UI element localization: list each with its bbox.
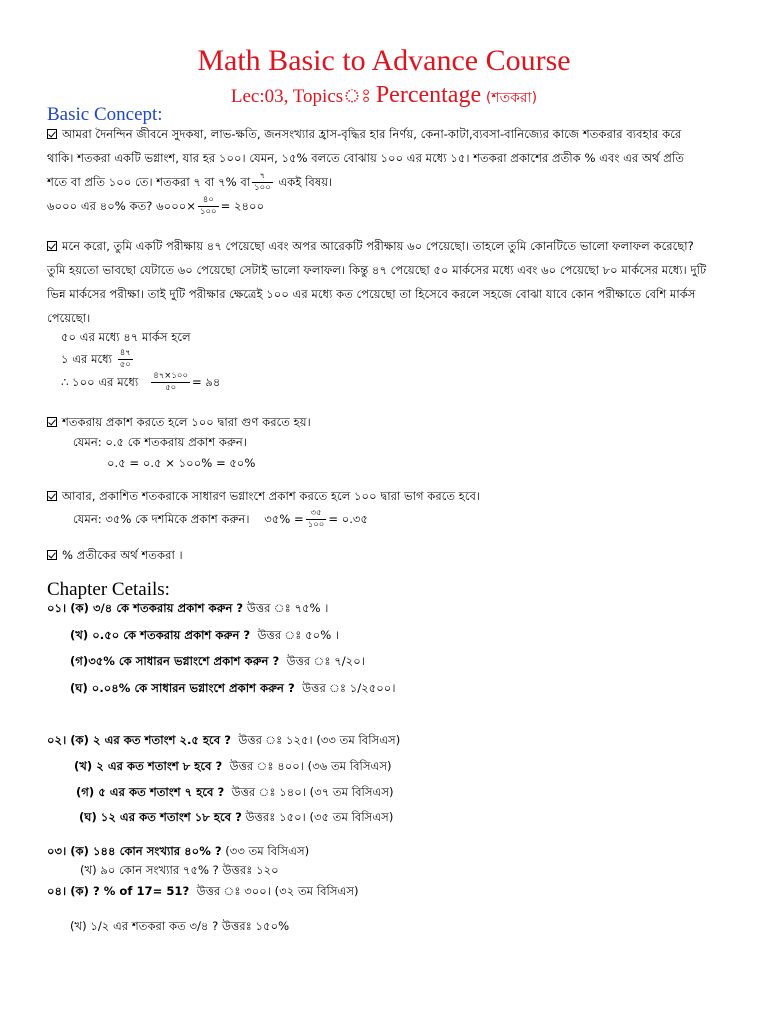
checkbox-icon [47, 241, 57, 251]
fraction: $\frac{৭}{১০০}$ [254, 171, 271, 193]
percent-meaning: % প্রতীকের অর্থ শতকরা । [47, 543, 183, 567]
calc-line-2: ১ এর মধ্যে $\frac{৪৭}{৫০}$ [61, 348, 131, 370]
paragraph-intro [47, 122, 684, 218]
multiply-example: যেমন: ০.৫ কে শতকরায় প্রকাশ করুন। [73, 435, 247, 449]
question-2a: ০২। (ক) ২ এর কত শতাংশ ২.৫ হবে ? উত্তর ঃ ১২৫। (৩৩ তম বিসিএস) [47, 733, 401, 747]
intro-line-3: শতে বা প্রতি ১০০ তে। শতকরা ৭ বা ৭% বা $\frac{৭}{১০০}$ একই বিষয়। [47, 171, 333, 193]
checkbox-icon [47, 417, 57, 427]
example-line: ৬০০০ এর ৪০% কত? ৬০০০× $\frac{৪০}{১০০}$ = ২৪০০ [47, 195, 265, 217]
exam-line-1: মনে করো, তুমি একটি পরীক্ষায় ৪৭ পেয়েছো এবং অপর আরেকটি পরীক্ষায় ৬০ পেয়েছো। তাহলে তুমি কোনটিতে ভালো ফলাফল করেছো? [47, 234, 706, 258]
topic-name: Percentage [375, 82, 482, 108]
question-1b: (খ) ০.৫০ কে শতকরায় প্রকাশ করুন ? উত্তর ঃ ৫০% । [70, 628, 340, 642]
calc-line-1: ৫০ এর মধ্যে ৪৭ মার্কস হলে [61, 330, 191, 344]
question-2d: (ঘ) ১২ এর কত শতাংশ ১৮ হবে ? উত্তরঃ ১৫০। (৩৫ তম বিসিএস) [79, 810, 394, 824]
question-1a: ০১। (ক) ৩/৪ কে শতকরায় প্রকাশ করুন ? উত্তর ঃ ৭৫% । [47, 601, 329, 615]
paragraph-exam-example [47, 234, 706, 330]
fraction: $\frac{৪০}{১০০}$ [200, 195, 217, 217]
multiply-equation: ০.৫ = ০.৫ × ১০০% = ৫০% [107, 456, 256, 470]
fraction: $\frac{৪৭}{৫০}$ [119, 348, 131, 370]
lecture-label: Lec:03, Topicsঃ [230, 86, 376, 107]
exam-line-4: পেয়েছো। [47, 311, 91, 325]
checkbox-icon [47, 550, 57, 560]
exam-line-3: ভিন্ন মার্কসের পরীক্ষা। তাই দুটি পরীক্ষার ক্ষেত্রেই ১০০ এর মধ্যে কত পেয়েছো তা হিসেবে করলে সহজে বোঝা যাবে কোন পরীক্ষাতে বেশি মার্কস [47, 287, 696, 301]
chapter-heading: Chapter Cetails: [47, 579, 170, 600]
exam-line-2: তুমি হয়তো ভাবছো যেটাতে ৬০ পেয়েছো সেটাই ভালো ফলাফল। কিন্তু ৪৭ পেয়েছো ৫০ মার্কসের মধ্যে এবং ৬০ পেয়েছো ৮০ মার্কসের মধ্যে। দুটি [47, 263, 707, 277]
intro-line-2: থাকি। শতকরা একটি ভগ্নাংশ, যার হর ১০০। যেমন, ১৫% বলতে বোঝায় ১০০ এর মধ্যে ১৫। শতকরা প্রকাশের প্রতীক % এবং এর অর্থ প্রতি [47, 151, 684, 165]
multiply-rule: শতকরায় প্রকাশ করতে হলে ১০০ দ্বারা গুণ করতে হয়। [47, 410, 311, 434]
calc-line-3: ∴ ১০০ এর মধ্যে $\frac{৪৭\times ১০০}{৫০}$ = ৯৪ [61, 371, 221, 393]
basic-concept-heading: Basic Concept: [47, 104, 163, 125]
question-1c: (গ)৩৫% কে সাধারন ভগ্নাংশে প্রকাশ করুন ? উত্তর ঃ ৭/২০। [70, 654, 365, 668]
document-title: Math Basic to Advance Course [197, 44, 571, 77]
question-3a: ০৩। (ক) ১৪৪ কোন সংখ্যার ৪০% ? (৩৩ তম বিসিএস) [47, 844, 310, 858]
topic-name-bn: (শতকরা) [485, 90, 538, 106]
question-4b: (খ) ১/২ এর শতকরা কত ৩/৪ ? উত্তরঃ ১৫০% [70, 919, 290, 933]
fraction: $\frac{৩৫}{১০০}$ [307, 508, 325, 530]
checkbox-icon [47, 129, 57, 139]
question-4a: ০৪। (ক) ? % of 17= 51? উত্তর ঃ ৩০০। (৩২ তম বিসিএস) [47, 884, 359, 898]
divide-example: যেমন: ৩৫% কে দশমিকে প্রকাশ করুন। ৩৫% = $\frac{৩৫}{১০০}$ = ০.৩৫ [73, 508, 368, 530]
fraction: $\frac{৪৭\times ১০০}{৫০}$ [153, 371, 188, 393]
question-2c: (গ) ৫ এর কত শতাংশ ৭ হবে ? উত্তর ঃ ১৪০। (৩৭ তম বিসিএস) [76, 785, 394, 799]
question-3b: (খ) ৯০ কোন সংখ্যার ৭৫% ? উত্তরঃ ১২০ [80, 863, 279, 877]
question-1d: (ঘ) ০.০৪% কে সাধারন ভগ্নাংশে প্রকাশ করুন ? উত্তর ঃ ১/২৫০০। [70, 681, 396, 695]
divide-rule: আবার, প্রকাশিত শতকরাকে সাধারণ ভগ্নাংশে প্রকাশ করতে হলে ১০০ দ্বারা ভাগ করতে হবে। [47, 484, 480, 508]
question-2b: (খ) ২ এর কত শতাংশ ৮ হবে ? উত্তর ঃ ৪০০। (৩৬ তম বিসিএস) [74, 759, 392, 773]
intro-line-1: আমরা দৈনন্দিন জীবনে সুদকষা, লাভ-ক্ষতি, জনসংখ্যার হ্রাস-বৃদ্ধির হার নির্ণয়, কেনা-কাটা,ব্যবসা-বানিজ্যের কাজে শতকরার ব্যবহার করে [47, 122, 684, 146]
calculation-block [61, 326, 220, 394]
checkbox-icon [47, 491, 57, 501]
